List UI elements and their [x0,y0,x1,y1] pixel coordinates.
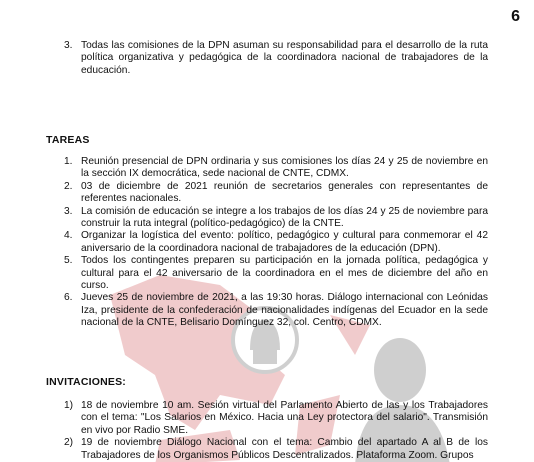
tareas-list-item [64,255,488,292]
tareas-list-item [64,292,488,329]
list-item-text: Reunión presencial de DPN ordinaria y sus comisiones los días 24 y 25 de noviembre en la sección IX democrática, sede nacional de CNTE, CDMX. [81,156,488,180]
list-item-text: Jueves 25 de noviembre de 2021, a las 19:30 horas. Diálogo internacional con Leónidas Iza, presidente de la confederación de nacionalidades indígenas del Ecuador en la sede nacional de la CNTE, Belisario Domínguez 32, col. Centro, CDMX. [81,292,488,329]
list-item-text: Organizar la logística del evento: político, pedagógico y cultural para conmemorar el 42 aniversario de la coordinadora nacional de trabajadores de la educación (DPN). [81,230,488,254]
list-item-text: 03 de diciembre de 2021 reunión de secretarios generales con representantes de referentes nacionales. [81,180,488,205]
tareas-list-item [64,156,488,181]
list-item-number: 2) [64,437,74,449]
watermark-portrait-head [374,338,426,402]
intro-item-number: 3. [64,40,73,51]
tareas-list [64,156,488,330]
list-item-text: 18 de noviembre 10 am. Sesión virtual del Parlamento Abierto de las y los Trabajadores con el tema: "Los Salarios en México. Hacia una Ley protectora del salario". Transmisión en vivo por Radio SME. [81,400,488,436]
list-item-text: La comisión de educación se integre a los trabajos de los días 24 y 25 de noviembre para construir la ruta integral (político-pedagógico) de la CNTE. [81,205,488,230]
list-item-number: 6. [64,292,73,304]
list-item-number: 1) [64,400,74,411]
list-item-number: 2. [64,180,73,192]
intro-item-text: Todas las comisiones de la DPN asuman su responsabilidad para el desarrollo de la ruta política organizativa y pedagógica de la coordinadora nacional de trabajadores de la educación. [81,40,488,76]
tareas-heading: TAREAS [46,134,90,146]
invitaciones-list-item [64,400,488,437]
list-item-number: 1. [64,156,73,167]
list-item-number: 5. [64,255,73,267]
invitaciones-list [64,400,488,462]
list-item-number: 3. [64,205,73,217]
page-number: 6 [511,8,520,25]
tareas-list-item [64,206,488,231]
list-item-text: Todos los contingentes preparen su participación en la jornada política, pedagógica y cultural para el 42 aniversario de la coordinadora en el mes de diciembre del año en curso. [81,255,488,292]
tareas-list-item [64,181,488,206]
intro-list-item [64,40,488,77]
list-item-number: 4. [64,230,73,242]
tareas-list-item [64,230,488,255]
list-item-text: 19 de noviembre Diálogo Nacional con el tema: Cambio del apartado A al B de los Trabajadores de los Organismos Públicos Descentralizados. Plataforma Zoom. Grupos [81,437,488,461]
invitaciones-list-item [64,437,488,462]
invitaciones-heading: INVITACIONES: [46,376,126,388]
